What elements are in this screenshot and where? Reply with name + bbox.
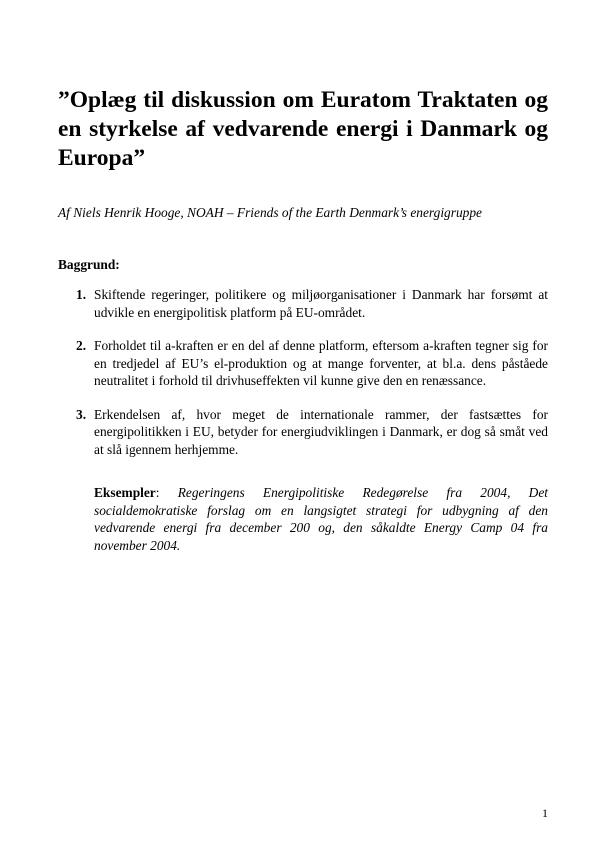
page-number: 1	[542, 806, 548, 820]
author-line: Af Niels Henrik Hooge, NOAH – Friends of the Earth Denmark’s energigruppe	[58, 205, 482, 220]
list-item-number: 1.	[76, 287, 87, 302]
list-item	[58, 406, 548, 459]
list-item	[58, 286, 548, 321]
list-item-text: Skiftende regeringer, politikere og miljøorganisationer i Danmark har forsømt at udvikle en energipolitisk platform på EU-området.	[94, 287, 548, 320]
list-item-text: Forholdet til a-kraften er en del af denne platform, eftersom a-kraften tegner sig for en tredjedel af EU’s el-produktion og at mange forventer, at bl.a. dens påståede neutralitet i forhold til drivhuseffekten vil kunne give den en renæssance.	[94, 338, 548, 388]
list-item-number: 3.	[76, 406, 87, 422]
section-heading: Baggrund:	[58, 257, 120, 272]
examples-separator: :	[155, 485, 178, 500]
examples-paragraph	[94, 484, 548, 554]
examples-text: Regeringens Energipolitiske Redegørelse fra 2004, Det socialdemokratiske forslag om en langsigtet strategi for udbygning af den vedvarende energi fra december 200 og, den såkaldte Energy Camp 04 fra november 2004.	[94, 485, 549, 553]
examples-label: Eksempler	[94, 485, 156, 500]
list-item-number: 2.	[76, 338, 87, 353]
list-item	[58, 337, 548, 390]
document-title: ”Oplæg til diskussion om Euratom Traktaten og en styrkelse af vedvarende energi i Danmark og Europa”	[58, 87, 548, 171]
background-list	[58, 286, 548, 474]
list-item-text: Erkendelsen af, hvor meget de internationale rammer, der fastsættes for energipolitikken i EU, betyder for energiudviklingen i Danmark, er dog så småt ved at slå igennem herhjemme.	[94, 406, 548, 457]
